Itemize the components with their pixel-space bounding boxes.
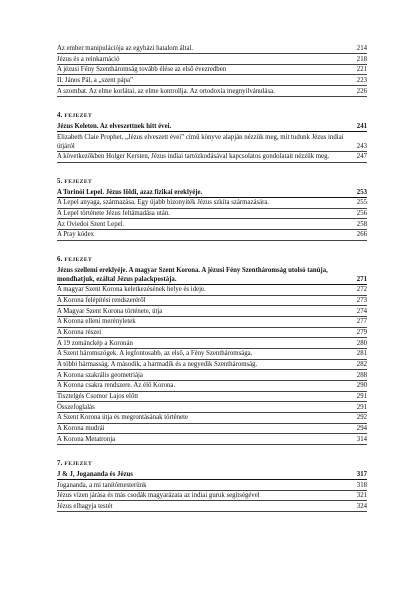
chapter-word: FEJEZET [64,256,93,263]
toc-entry-page: 280 [356,339,367,347]
toc-entry-title: A Lepel története Jézus feltámadása után. [57,210,170,218]
toc-entry-page: 292 [356,414,367,422]
toc-entry[interactable] [57,317,367,327]
toc-entry-title: A Magyar Szent Korona története, útja [57,307,163,315]
toc-entry[interactable] [57,349,367,359]
chapter-number: 7. [57,459,63,467]
toc-entry-title: A jézusi Fény Szentháromság tovább élése az első évezredben [57,66,227,74]
chapter-5 [57,177,367,241]
toc-entry-title: A következőkben Holger Kersten, Jézus indiai tartózkodásával kapcsolatos gondolatait nézzük meg. [57,153,330,161]
chapter-4 [57,111,367,163]
toc-entry-title: Összefoglalás [57,403,95,411]
toc-entry-title: II. János Pál, a „szent pápa” [57,76,134,84]
toc-entry-title: A Korona szakrális geometriája [57,371,143,379]
toc-entry[interactable] [57,381,367,391]
toc-entry-title: A Korona mudrái [57,425,105,432]
toc-entry-title: A Korona Metatronja [57,435,116,443]
chapter-heading[interactable] [57,266,367,285]
toc-entry-page: 291 [356,393,367,401]
chapter-label [57,459,367,469]
toc-entry[interactable] [57,481,367,491]
toc-entry[interactable] [57,413,367,423]
intro-section [57,44,367,97]
chapter-heading[interactable] [57,188,367,198]
chapter-heading-page: 253 [356,188,367,196]
table-of-contents [57,44,367,513]
chapter-heading-title: A Torinói Lepel. Jézus földi, azaz fizikai ereklyéje. [57,188,203,196]
toc-entry-page: 256 [356,210,367,218]
toc-entry-page: 247 [356,153,367,161]
toc-entry-title: A Korona részei [57,329,102,337]
chapter-heading-page: 241 [356,122,367,130]
toc-entry-title: A Pray kódex [57,231,95,239]
toc-entry-page: 273 [356,297,367,305]
toc-entry-page: 214 [356,45,367,52]
toc-entry[interactable] [57,360,367,370]
toc-entry-page: 221 [356,66,367,74]
chapter-heading[interactable] [57,122,367,132]
toc-entry-page: 274 [356,307,367,315]
toc-entry[interactable] [57,285,367,295]
toc-entry-page: 294 [356,425,367,432]
toc-entry-title: A 19 zománckép a Koronán [57,339,133,347]
toc-entry-title: A Korona felépítési rendszeréről [57,297,146,305]
toc-entry-title: Tisztelgés Csomor Lajos előtt [57,393,139,401]
toc-entry-title: A Korona elleni merényletek [57,318,136,326]
toc-entry-title: Az Oviedoi Szent Lepel. [57,220,125,228]
chapter-number: 5. [57,177,63,185]
toc-entry[interactable] [57,392,367,402]
toc-entry-title: A többi hármasság. A második, a harmadik és a negyedik Szentháromság. [57,361,258,369]
toc-entry-page: 223 [356,76,367,84]
toc-entry[interactable] [57,296,367,306]
chapter-label [57,177,367,187]
toc-entry-title: A Szent háromszögek. A legfontosabb, az első, a Fény Szentháromsága. [57,350,253,358]
chapter-word: FEJEZET [64,112,93,119]
toc-entry-page: 290 [356,382,367,390]
toc-entry-title: A magyar Szent Korona keletkezésének helye és ideje. [57,286,206,294]
toc-entry-page: 324 [356,502,367,510]
toc-entry[interactable] [57,55,367,65]
toc-entry-title: A Korona csakra rendszere. Az élő Korona. [57,382,176,390]
chapter-heading-page: 271 [356,275,367,283]
chapter-label [57,255,367,265]
chapter-6 [57,255,367,445]
toc-entry-page: 243 [356,142,367,150]
toc-entry[interactable] [57,76,367,86]
toc-entry-title: A szombat. Az elme korlátai, az elme kontrollja. Az ortodoxia megnyilvánulása. [57,87,275,95]
toc-entry-page: 318 [356,481,367,489]
chapter-word: FEJEZET [64,178,93,185]
toc-entry[interactable] [57,339,367,349]
toc-entry[interactable] [57,230,367,240]
toc-entry-page: 314 [356,435,367,443]
toc-entry[interactable] [57,403,367,413]
toc-entry-title: A Lepel anyaga, származása. Egy újabb bizonyíték Jézus szkíta származására. [57,199,270,207]
toc-entry-page: 226 [356,87,367,95]
chapter-word: FEJEZET [64,460,93,467]
toc-entry[interactable] [57,491,367,501]
chapter-number: 6. [57,255,63,263]
toc-entry[interactable] [57,65,367,75]
chapter-heading[interactable] [57,470,367,480]
toc-entry-page: 255 [356,199,367,207]
toc-entry-title: A Szent Korona útja és megrontásának története [57,414,188,422]
chapter-heading-title: Jézus Keleten. Az elveszettnek hitt évei. [57,122,172,130]
toc-entry[interactable] [57,328,367,338]
toc-entry[interactable] [57,87,367,97]
toc-entry[interactable] [57,133,367,152]
toc-entry-page: 258 [356,220,367,228]
toc-entry-page: 279 [356,329,367,337]
toc-entry-page: 288 [356,371,367,379]
chapter-label [57,111,367,121]
toc-entry-page: 218 [356,55,367,63]
toc-entry[interactable] [57,502,367,512]
toc-entry-page: 281 [356,350,367,358]
toc-entry-page: 266 [356,231,367,239]
chapter-heading-title: Jézus szellemi ereklyéje. A magyar Szent Korona. A jézusi Fény Szentháromság utolsó tanúja, mondhatjuk, ezáltal Jézus palackpostája. [57,266,328,283]
toc-entry[interactable] [57,371,367,381]
toc-entry[interactable] [57,424,367,434]
toc-entry[interactable] [57,307,367,317]
chapter-7 [57,459,367,512]
toc-entry[interactable] [57,152,367,162]
toc-entry-title: Az ember manipulációja az egyházi hatalom által. [57,45,194,52]
toc-entry[interactable] [57,44,367,54]
toc-entry-title: Jézus vízen járása és más csodák magyarázata az indiai guruk segítségével [57,492,260,500]
toc-entry[interactable] [57,198,367,208]
toc-entry-page: 321 [356,492,367,500]
chapter-heading-page: 317 [356,470,367,478]
toc-entry[interactable] [57,220,367,230]
toc-entry[interactable] [57,209,367,219]
toc-entry-title: Elizabeth Claie Prophet, „Jézus elveszett évei” című könyve alapján nézzük meg, mit tudunk Jézus indiai útjáról [57,133,344,150]
toc-entry-title: Jézus és a reinkarnáció [57,55,120,63]
toc-entry-page: 291 [356,403,367,411]
chapter-number: 4. [57,111,63,119]
toc-entry-page: 277 [356,318,367,326]
toc-entry-page: 282 [356,361,367,369]
toc-entry-title: Jogananda, a mi tanítómesterünk [57,481,147,489]
chapter-heading-title: J & J, Jogananda és Jézus [57,470,133,478]
toc-entry[interactable] [57,435,367,445]
toc-entry-page: 272 [356,286,367,294]
toc-entry-title: Jézus elhagyja testét [57,502,113,510]
